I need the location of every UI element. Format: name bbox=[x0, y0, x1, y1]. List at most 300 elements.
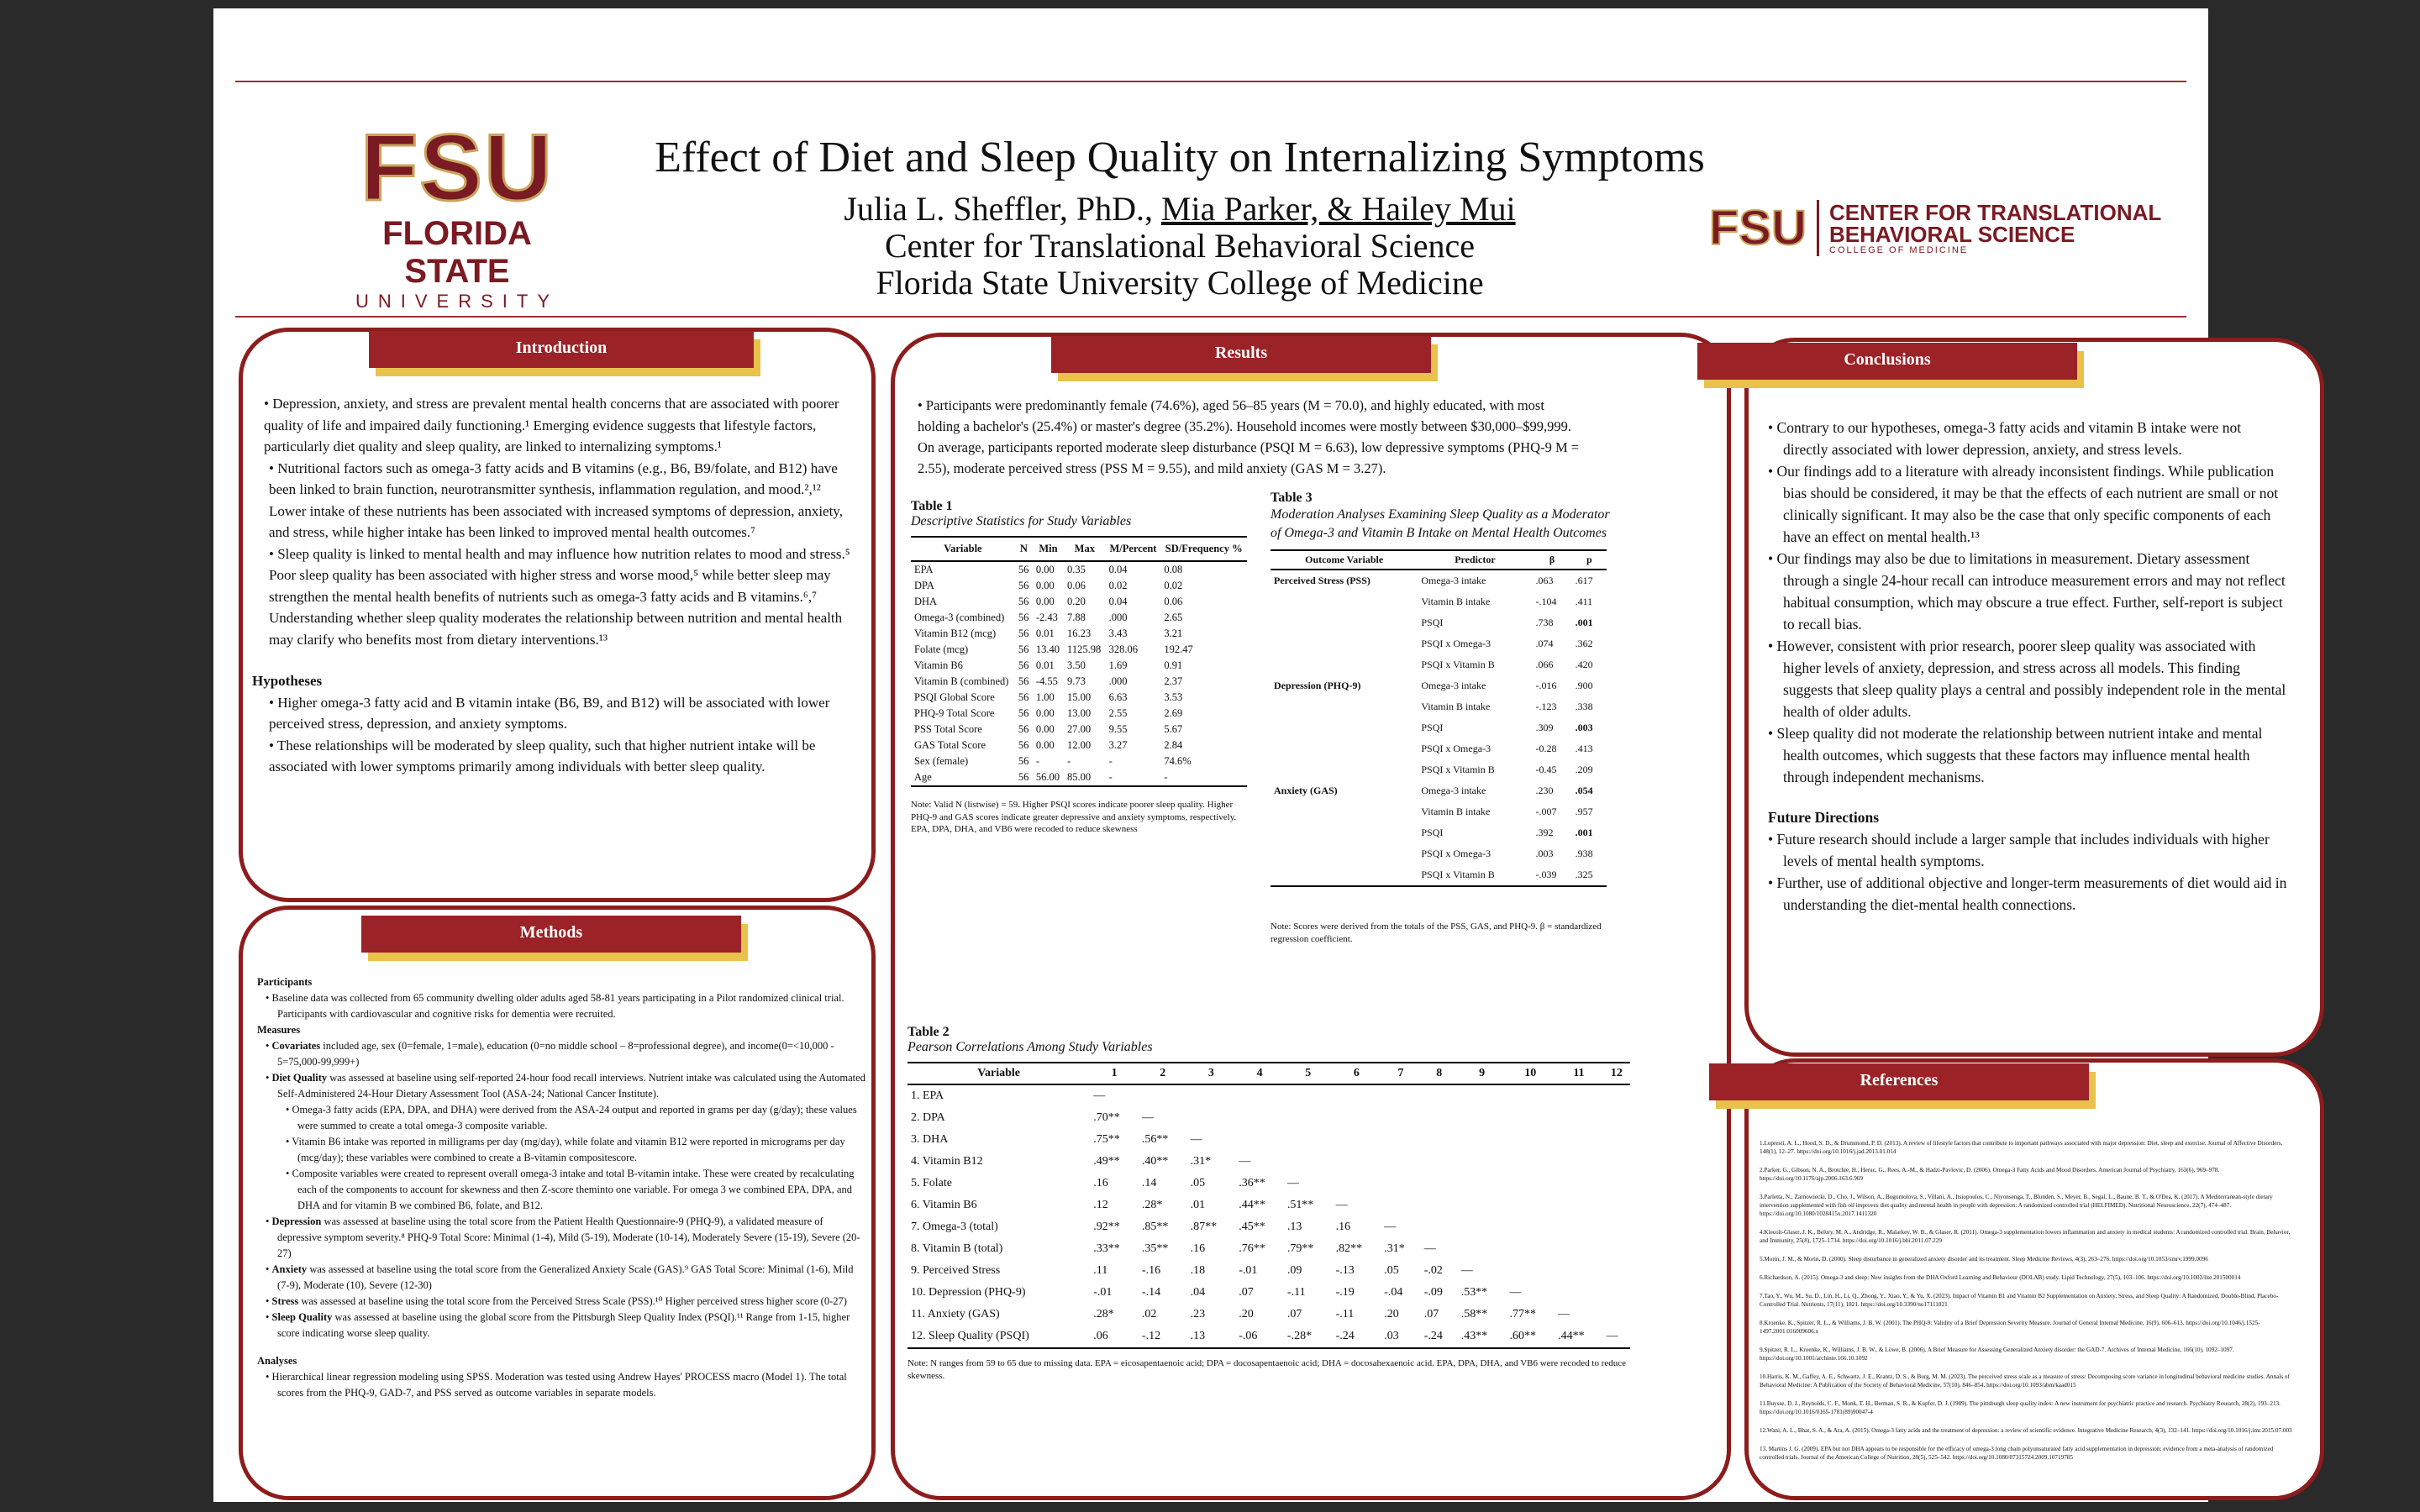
table-cell: -.01 bbox=[1239, 1264, 1258, 1277]
table-row bbox=[911, 642, 1247, 658]
table-cell bbox=[1333, 1129, 1381, 1151]
table-cell bbox=[1506, 1129, 1555, 1151]
table-row bbox=[908, 1238, 1630, 1260]
table-cell: .92** bbox=[1093, 1221, 1120, 1233]
table-row bbox=[911, 690, 1247, 706]
table-cell: -.14 bbox=[1141, 1286, 1161, 1299]
reference-item: 7.Tao, Y., Wu, M., Su, D., Lin, H., Li, Q., Zhong, Y., Xiao, Y., & Yu, X. (2023). Impact of Vitamin B1 and Vitamin B2 Supplementation on Anxiety, Stress, and Sleep Quality: A Randomized, Double-Blind, Placebo-Controlled Trial. Nutrients, 17(11), 1821. https://doi.org/10.3390/nu17111821 bbox=[1760, 1293, 2279, 1308]
table-cell: 5.67 bbox=[1164, 723, 1183, 735]
table-cell bbox=[1270, 654, 1418, 675]
col-header: 6 bbox=[1333, 1063, 1381, 1084]
table-cell: .20 bbox=[1239, 1308, 1254, 1320]
table-cell: .44** bbox=[1555, 1326, 1603, 1348]
table-cell: PSQI x Omega-3 bbox=[1421, 848, 1491, 859]
institution-2: Florida State University College of Medicine bbox=[876, 264, 1484, 302]
table-cell: Omega-3 (combined) bbox=[914, 612, 1005, 623]
table-cell: .05 bbox=[1190, 1177, 1206, 1189]
table-cell bbox=[1555, 1216, 1603, 1238]
table-row bbox=[908, 1173, 1630, 1194]
table-cell bbox=[1603, 1107, 1630, 1129]
table-cell: Vitamin B intake bbox=[1421, 806, 1491, 817]
table-cell: -.28* bbox=[1284, 1326, 1333, 1348]
col-header: 11 bbox=[1555, 1063, 1603, 1084]
results-heading: Results bbox=[1051, 336, 1431, 373]
col-header: 1 bbox=[1090, 1063, 1139, 1084]
table-cell bbox=[1603, 1238, 1630, 1260]
table-cell: — bbox=[1384, 1221, 1397, 1233]
table-cell: .000 bbox=[1108, 675, 1128, 687]
table-cell: 9.55 bbox=[1108, 723, 1128, 735]
table-cell: .02 bbox=[1141, 1308, 1157, 1320]
table-cell: 3.53 bbox=[1164, 691, 1183, 703]
table-cell: — bbox=[1190, 1133, 1202, 1146]
table-cell: - bbox=[1106, 769, 1161, 786]
table-cell: .28* bbox=[1093, 1308, 1114, 1320]
table-cell: .01 bbox=[1190, 1199, 1206, 1211]
table-cell bbox=[1270, 864, 1418, 886]
table-cell: EPA bbox=[914, 564, 934, 575]
table-cell: 56 bbox=[1018, 659, 1029, 671]
reference-item: 6.Richardson, A. (2015). Omega-3 and sleep: New insights from the DHA Oxford Learning and Behaviour (DOLAB) study. Lipid Technology, 27(5), 103–106. https://doi.org/10.1002/lite.201500014 bbox=[1760, 1274, 2241, 1281]
table-cell: 0.04 bbox=[1108, 564, 1128, 575]
table-row bbox=[911, 610, 1247, 626]
table-cell: 56 bbox=[1015, 769, 1033, 786]
table-cell: 6. Vitamin B6 bbox=[911, 1199, 977, 1211]
table-cell: 0.08 bbox=[1164, 564, 1183, 575]
table-cell bbox=[1284, 1151, 1333, 1173]
table-cell: .14 bbox=[1141, 1177, 1157, 1189]
table-cell bbox=[1603, 1173, 1630, 1194]
table-row bbox=[1270, 654, 1607, 675]
table-row bbox=[1270, 696, 1607, 717]
col-header: N bbox=[1015, 537, 1033, 561]
table-cell: .70** bbox=[1093, 1111, 1120, 1124]
introduction-heading: Introduction bbox=[369, 331, 754, 368]
table-cell bbox=[1458, 1194, 1507, 1216]
table-row bbox=[1270, 822, 1607, 843]
table-row bbox=[911, 658, 1247, 674]
table-cell bbox=[1139, 1084, 1187, 1107]
table-cell: .03 bbox=[1381, 1326, 1420, 1348]
table-cell: .07 bbox=[1423, 1308, 1439, 1320]
table-cell bbox=[1603, 1129, 1630, 1151]
table-row bbox=[911, 769, 1247, 786]
table-cell: 74.6% bbox=[1164, 755, 1192, 767]
table-cell: -4.55 bbox=[1035, 675, 1058, 687]
table-cell: 56 bbox=[1018, 643, 1029, 655]
table-row bbox=[911, 706, 1247, 722]
col-header: 7 bbox=[1381, 1063, 1420, 1084]
table-row bbox=[908, 1151, 1630, 1173]
table-cell: -.104 bbox=[1535, 596, 1557, 607]
table-cell: 5. Folate bbox=[911, 1177, 952, 1189]
table-cell: 2.65 bbox=[1164, 612, 1183, 623]
table-cell: PSQI bbox=[1421, 827, 1444, 838]
table-row bbox=[1270, 717, 1607, 738]
table-cell bbox=[1458, 1173, 1507, 1194]
col-header: SD/Frequency % bbox=[1160, 537, 1247, 561]
table-cell: 0.00 bbox=[1035, 739, 1055, 751]
table-cell: .938 bbox=[1575, 848, 1593, 859]
table-cell: 0.06 bbox=[1067, 580, 1086, 591]
col-header: 8 bbox=[1421, 1063, 1458, 1084]
table-cell: 85.00 bbox=[1064, 769, 1106, 786]
table-cell: — bbox=[1509, 1286, 1522, 1299]
table-cell: GAS Total Score bbox=[914, 739, 986, 751]
table-cell: .11 bbox=[1093, 1264, 1108, 1277]
table-cell bbox=[1603, 1084, 1630, 1107]
table-cell: .43** bbox=[1458, 1326, 1507, 1348]
table-cell: .58** bbox=[1460, 1308, 1488, 1320]
table-cell: .77** bbox=[1509, 1308, 1536, 1320]
table-cell bbox=[1555, 1173, 1603, 1194]
table-cell: 56 bbox=[1018, 755, 1029, 767]
table-cell bbox=[1270, 612, 1418, 633]
table-row bbox=[1270, 738, 1607, 759]
table-cell: .33** bbox=[1093, 1242, 1120, 1255]
table-cell: .003 bbox=[1575, 722, 1593, 733]
table-row bbox=[908, 1326, 1630, 1348]
header-divider bbox=[235, 316, 2186, 318]
table-cell: -.19 bbox=[1335, 1286, 1355, 1299]
table-cell: .16 bbox=[1093, 1177, 1108, 1189]
table-cell: PSS Total Score bbox=[914, 723, 982, 735]
table-cell: .413 bbox=[1575, 743, 1593, 754]
table3: Table 3 Moderation Analyses Examining Sleep Quality as a Moderator of Omega-3 and Vitamin B Intake on Mental Health Outcomes Outcome Variable Predictor β p Perceived Stress (PSS) Omega-3 intake .063 .617 Vitamin B intake -.104 .411 PSQI .738 .001 PSQI x Omega-3 .074 .362 PSQI x Vitamin B .066 .420 Depression (PHQ-9) Omega-3 intake -.016 .900 Vitamin B intake -.123 .338 PSQI .309 .003 PSQI x Omega-3 -0.28 .413 PSQI x Vitamin B -0.45 .209 Anxiety (GAS) Omega-3 intake .230 .054 Vitamin B intake -.007 .957 PSQI .392 .001 PSQI x Omega-3 .003 .938 PSQI x Vitamin B -.039 .325 Note: Scores were derived from the totals of the PSS, GAS, and PHQ-9. β = standardized regression coefficient. bbox=[1270, 491, 1610, 944]
conclusions-text: • Contrary to our hypotheses, omega-3 fatty acids and vitamin B intake were not directly associated with lower depression, anxiety, and stress levels. • Our findings add to a literature with already inconsistent findings. While publication bias should be considered, it may be that the effects of each nutrient are small or not clinically significant. It may also be the case that only specific components of each have an effect on mental health.¹³ • Our findings may also be due to limitations in measurement. Dietary assessment through a single 24-hour recall can introduce measurement errors and may not reflect habitual consumption, which may obscure a true effect. Further, self-report is subject to recall bias. • However, consistent with prior research, poorer sleep quality was associated with higher levels of anxiety, depression, and stress across all models. This finding suggests that sleep quality plays a central and possibly independent role in the mental health of older adults. • Sleep quality did not moderate the relationship between nutrient intake and mental health outcomes, which suggests that these factors may influence mental health through independent mechanisms. Future Directions • Future research should include a larger sample that includes individuals with higher levels of mental health symptoms. • Further, use of additional objective and longer-term measurements of diet would aid in understanding the diet-mental health connections. bbox=[1768, 419, 2287, 913]
table-cell: - bbox=[1067, 755, 1071, 767]
table-cell: 0.02 bbox=[1108, 580, 1128, 591]
table-cell bbox=[1270, 696, 1418, 717]
table-cell bbox=[1603, 1194, 1630, 1216]
table-cell: .56** bbox=[1141, 1133, 1169, 1146]
table-cell: .87** bbox=[1190, 1221, 1218, 1233]
table-cell bbox=[1603, 1260, 1630, 1282]
table-row bbox=[1270, 801, 1607, 822]
table-cell: Vitamin B intake bbox=[1421, 596, 1491, 607]
table-cell: 3.27 bbox=[1108, 739, 1128, 751]
table-cell: 13.40 bbox=[1035, 643, 1060, 655]
table-cell: 56 bbox=[1018, 707, 1029, 719]
references-heading: References bbox=[1709, 1063, 2089, 1100]
col-header: Outcome Variable bbox=[1270, 550, 1418, 570]
table-cell bbox=[1284, 1107, 1333, 1129]
table-cell: 27.00 bbox=[1067, 723, 1092, 735]
reference-item: 12.Wani, A. L., Bhat, S. A., & Ara, A. (2015). Omega-3 fatty acids and the treatment of depression: a review of scientific evidence. Integrative Medicine Research, 4(3), 132–141. https://doi.org/10.1016/j.imr.2015.07.003 bbox=[1760, 1427, 2292, 1434]
table-cell: 10. Depression (PHQ-9) bbox=[911, 1286, 1026, 1299]
col-header: 10 bbox=[1506, 1063, 1555, 1084]
table-cell: 0.00 bbox=[1035, 707, 1055, 719]
table-cell: .209 bbox=[1575, 764, 1593, 775]
table-cell bbox=[1187, 1084, 1236, 1107]
table-row bbox=[1270, 633, 1607, 654]
table-cell bbox=[1421, 1151, 1458, 1173]
table-cell bbox=[1270, 801, 1418, 822]
col-header: p bbox=[1572, 550, 1607, 570]
table-cell: -0.45 bbox=[1535, 764, 1557, 775]
table-cell: 12.00 bbox=[1067, 739, 1092, 751]
table-cell: PSQI bbox=[1421, 722, 1444, 733]
table-cell: .23 bbox=[1190, 1308, 1206, 1320]
col-header: 12 bbox=[1603, 1063, 1630, 1084]
table-cell: 13.00 bbox=[1067, 707, 1092, 719]
table-cell bbox=[1270, 822, 1418, 843]
table-cell bbox=[1333, 1173, 1381, 1194]
table-cell: 16.23 bbox=[1067, 627, 1092, 639]
table-cell: 3.43 bbox=[1108, 627, 1128, 639]
col-header: Min bbox=[1033, 537, 1064, 561]
table-cell: .617 bbox=[1575, 575, 1593, 586]
table-cell: -.039 bbox=[1533, 864, 1572, 886]
table-cell: 3.21 bbox=[1164, 627, 1183, 639]
table-cell: .003 bbox=[1535, 848, 1554, 859]
table-cell: .51** bbox=[1286, 1199, 1314, 1211]
table-row bbox=[1270, 780, 1607, 801]
table-cell bbox=[1270, 738, 1418, 759]
reference-item: 5.Morin, J. M., & Morin, D. (2000). Sleep disturbance in generalized anxiety disorder and its treatment. Sleep Medicine Reviews, 4(3), 263–276. https://doi.org/10.1053/smrv.1999.0096 bbox=[1760, 1256, 2208, 1263]
table-cell bbox=[1421, 1084, 1458, 1107]
table-cell: 1125.98 bbox=[1067, 643, 1102, 655]
table-cell: 11. Anxiety (GAS) bbox=[911, 1308, 1000, 1320]
table-cell bbox=[1284, 1084, 1333, 1107]
table-cell: Anxiety (GAS) bbox=[1274, 785, 1338, 796]
table-cell bbox=[1421, 1107, 1458, 1129]
table-row bbox=[911, 561, 1247, 578]
table-cell: PSQI bbox=[1421, 617, 1444, 628]
table-cell bbox=[1555, 1107, 1603, 1129]
table-cell bbox=[1421, 1129, 1458, 1151]
table-cell bbox=[1555, 1194, 1603, 1216]
table-cell: .13 bbox=[1187, 1326, 1236, 1348]
table-row bbox=[908, 1107, 1630, 1129]
references-list bbox=[1760, 1139, 2297, 1472]
table-cell: 0.00 bbox=[1035, 564, 1055, 575]
table-cell: .16 bbox=[1190, 1242, 1206, 1255]
reference-item: 10.Harris, K. M., Gaffey, A. E., Schwartz, J. E., Krantz, D. S., & Burg, M. M. (2023). The perceived stress scale as a measure of stress: Decomposing score variance in longitudinal behavioral medicine studies. Annals of Behavioral Medicine: A Publication of the Society of Behavioral Medicine, 57(10), 846–854. https://doi.org/10.1093/abm/kaad015 bbox=[1760, 1373, 2290, 1389]
table-cell: — bbox=[1093, 1089, 1106, 1102]
table-cell: .20 bbox=[1384, 1308, 1399, 1320]
table-cell: .79** bbox=[1286, 1242, 1314, 1255]
table-cell: DHA bbox=[914, 596, 938, 607]
table-cell bbox=[1458, 1107, 1507, 1129]
reference-item: 13. Martins J. G. (2009). EPA but not DHA appears to be responsible for the efficacy of omega-3 long chain polyunsaturated fatty acid supplementation in depression: evidence from a meta-analysis of randomized controlled trials. Journal of the American College of Nutrition, 28(5), 525–542. https://doi.org/10.1080/07315724.2009.10719785 bbox=[1760, 1446, 2274, 1461]
table-cell: .420 bbox=[1575, 659, 1593, 670]
table-row bbox=[908, 1194, 1630, 1216]
table-cell bbox=[1381, 1173, 1420, 1194]
table-cell: -.02 bbox=[1423, 1264, 1443, 1277]
col-header: 2 bbox=[1139, 1063, 1187, 1084]
table-cell: .054 bbox=[1575, 785, 1593, 796]
table-cell: 4. Vitamin B12 bbox=[911, 1155, 983, 1168]
table-cell: .001 bbox=[1575, 617, 1593, 628]
table-cell bbox=[1506, 1151, 1555, 1173]
col-header: 4 bbox=[1235, 1063, 1284, 1084]
table-cell: .85** bbox=[1141, 1221, 1169, 1233]
table-cell: 328.06 bbox=[1108, 643, 1138, 655]
table-cell bbox=[1270, 759, 1418, 780]
table-cell: .957 bbox=[1575, 806, 1593, 817]
table-cell: — bbox=[1141, 1111, 1154, 1124]
table-cell: 0.01 bbox=[1035, 627, 1055, 639]
table-cell: PHQ-9 Total Score bbox=[914, 707, 995, 719]
table-cell: .738 bbox=[1535, 617, 1554, 628]
table-cell bbox=[1506, 1084, 1555, 1107]
table-cell bbox=[1506, 1260, 1555, 1282]
table-cell: Omega-3 intake bbox=[1421, 785, 1486, 796]
table-cell bbox=[1506, 1238, 1555, 1260]
table1: Table 1 Descriptive Statistics for Study Variables Variable N Min Max M/Percent SD/Frequency % EPA 56 0.00 0.35 0.04 0.08 DPA 56 0.00 0.06 0.02 0.02 DHA 56 0.00 0.20 0.04 0.06 Omega-3 (combined) 56 -2.43 7.88 .000 2.65 Vitamin B12 (mcg) 56 0.01 16.23 3.43 3.21 Folate (mcg) 56 13.40 1125.98 328.06 192.47 Vitamin B6 56 0.01 3.50 1.69 0.91 Vitamin B (combined) 56 -4.55 9.73 .000 2.37 PSQI Global Score 56 1.00 15.00 6.63 3.53 PHQ-9 Total Score 56 0.00 13.00 2.55 2.69 PSS Total Score 56 0.00 27.00 9.55 5.67 GAS Total Score 56 0.00 12.00 3.27 2.84 Sex (female) 56 - - - 74.6% Age 56 56.00 85.00 - - Note: Valid N (listwise) = 59. Higher PSQI scores indicate poorer sleep quality. Higher PHQ-9 and GAS scores indicate greater depressive and anxiety symptoms, respectively. EPA, DPA, DHA, and VB6 were recoded to reduce skewness bbox=[911, 499, 1255, 836]
col-header: 9 bbox=[1458, 1063, 1507, 1084]
table-cell: 0.91 bbox=[1164, 659, 1183, 671]
table-cell: PSQI x Vitamin B bbox=[1421, 764, 1495, 775]
fsu-logo: FSU FLORIDA STATE UNIVERSITY bbox=[355, 115, 560, 312]
methods-text: Participants • Baseline data was collected from 65 community dwelling older adults aged 58-81 years participating in a Pilot randomized clinical trial. Participants with cardiovascular and cognitive risks for dementia were recruited. Measures • Covariates included age, sex (0=female, 1=male), education (0=no middle school – 8=professional degree), and income(0=<10,000 - 5=75,000-99,999+) • Diet Quality was assessed at baseline using self-reported 24-hour food recall interviews. Nutrient intake was calculated using the Automated Self-Administered 24-Hour Dietary Assessment Tool (ASA-24; National Cancer Institute). • Omega-3 fatty acids (EPA, DPA, and DHA) were derived from the ASA-24 output and reported in grams per day (g/day); these values were summed to create a total omega-3 composite variable. • Vitamin B6 intake was reported in milligrams per day (mg/day), while folate and vitamin B12 were reported in micrograms per day (mcg/day); these variables were combined to create a B-vitamin compositescore. • Composite variables were created to represent overall omega-3 intake and total B-vitamin intake. These were created by recalculating each of the components to account for skewness and then Z-score theminto one variable. For omega 3 we combined EPA, DPA, and DHA and for vitamin B we combined B6, folate, and B12. • Depression was assessed at baseline using the total score from the Patient Health Questionnaire-9 (PHQ-9), a validated measure of depressive symptom severity.⁸ PHQ-9 Total Score: Minimal (1-4), Mild (5-19), Moderate (10-14), Moderately Severe (15-19), Severe (20-27) • Anxiety was assessed at baseline using the total score from the Generalized Anxiety Scale (GAS).⁹ GAS Total Score: Minimal (1-6), Mild (7-9), Moderate (10), Severe (12-30) • Stress was assessed at baseline using the total score from the Perceived Stress Scale (PSS).¹⁰ Higher perceived stress higher score (0-27) • Sleep Quality was assessed at baseline using the global score from the Pittsburgh Sleep Quality Index (PSQI).¹¹ Range from 1-15, higher score indicating worse sleep quality. Analyses • Hierarchical linear regression modeling using SPSS. Moderation was tested using Andrew Hayes' PROCESS macro (Model 1). The total scores from the PHQ-9, GAD-7, and PSS served as outcome variables in separate models. bbox=[257, 976, 865, 1399]
table-cell: .066 bbox=[1535, 659, 1554, 670]
table-row bbox=[911, 578, 1247, 594]
table-cell: 2.55 bbox=[1108, 707, 1128, 719]
table-cell bbox=[1270, 633, 1418, 654]
reference-item: 9.Spitzer, R. L., Kroenke, K., Williams, J. B. W., & Löwe, B. (2006). A Brief Measure for Assessing Generalized Anxiety disorder: the GAD-7. Archives of Internal Medicine, 166(10), 1092–1097. https://doi.org/10.1001/archinte.166.10.1092 bbox=[1760, 1347, 2234, 1362]
table-cell: .40** bbox=[1141, 1155, 1169, 1168]
table-cell: -.16 bbox=[1141, 1264, 1161, 1277]
table-row bbox=[911, 722, 1247, 738]
table-cell: -.01 bbox=[1093, 1286, 1113, 1299]
authors: Julia L. Sheffler, PhD., Mia Parker, & Hailey Mui bbox=[844, 190, 1516, 228]
table-cell: .76** bbox=[1239, 1242, 1265, 1255]
table-cell: .28* bbox=[1141, 1199, 1163, 1211]
table-cell: 0.01 bbox=[1035, 659, 1055, 671]
table-cell: 1.00 bbox=[1035, 691, 1055, 703]
table-cell: -.123 bbox=[1535, 701, 1557, 712]
conclusions-heading: Conclusions bbox=[1697, 343, 2077, 380]
table-cell: -.12 bbox=[1139, 1326, 1187, 1348]
table-row bbox=[911, 594, 1247, 610]
table-cell: .35** bbox=[1141, 1242, 1169, 1255]
table-cell: .411 bbox=[1575, 596, 1593, 607]
table-cell: 56 bbox=[1018, 723, 1029, 735]
table-cell: 0.04 bbox=[1108, 596, 1128, 607]
table-cell: .18 bbox=[1190, 1264, 1206, 1277]
table-row bbox=[1270, 759, 1607, 780]
reference-item: 1.Lopresti, A. L., Hood, S. D., & Drummond, P. D. (2013). A review of lifestyle factors that contribute to important pathways associated with major depression: Diet, sleep and exercise. Journal of Affective Disorders, 148(1), 12–27. https://doi.org/10.1016/j.jad.2013.01.014 bbox=[1760, 1140, 2283, 1155]
table-cell: PSQI x Vitamin B bbox=[1421, 659, 1495, 670]
table-cell: .16 bbox=[1335, 1221, 1351, 1233]
table-cell: .09 bbox=[1286, 1264, 1302, 1277]
table-cell: 56 bbox=[1018, 596, 1029, 607]
table-cell: .05 bbox=[1384, 1264, 1399, 1277]
table-cell: 0.00 bbox=[1035, 596, 1055, 607]
table-cell: Sex (female) bbox=[914, 755, 969, 767]
table-cell: .230 bbox=[1535, 785, 1554, 796]
table-cell: 1.69 bbox=[1108, 659, 1128, 671]
table-cell: .44** bbox=[1239, 1199, 1265, 1211]
table-cell: .07 bbox=[1239, 1286, 1254, 1299]
table2: Table 2 Pearson Correlations Among Study Variables Variable 1 2 3 4 5 6 7 8 9 10 11 12 1. EPA — 2. DPA .70** — 3. DHA .75** .56** — 4. Vitamin B12 .49** .40** .31* — 5. Folate .16 .14 .05 .36** — 6. Vitamin B6 .12 .28* .01 .44** .51** — 7. Omega-3 (total) .92** .85** .87** .45** .13 .16 — 8. Vitamin B (total) .33** .35** .16 .76** .79** .82** .31* — 9. Perceived Stress .11 -.16 .18 -.01 .09 -.13 .05 -.02 — 10. Depression (PHQ-9) -.01 -.14 .04 .07 -.11 -.19 -.04 -.09 .53** — 11. Anxiety (GAS) .28* .02 .23 .20 .07 -.11 .20 .07 .58** .77** — 12. Sleep Quality (PSQI) .06 -.12 .13 -.06 -.28* -.24 .03 -.24 .43** .60** .44** — Note: N ranges from 59 to 65 due to missing data. EPA = eicosapentaenoic acid; DPA = docosapentaenoic acid; DHA = docosahexaenoic acid. EPA, DPA, DHA, and VB6 were recoded to reduce skewness. bbox=[908, 1025, 1630, 1382]
table-cell: .06 bbox=[1090, 1326, 1139, 1348]
table-cell: -.11 bbox=[1286, 1286, 1306, 1299]
table-cell bbox=[1555, 1282, 1603, 1304]
table-cell: 3. DHA bbox=[911, 1133, 949, 1146]
table-cell: .82** bbox=[1335, 1242, 1363, 1255]
table-cell bbox=[1506, 1107, 1555, 1129]
table-cell: -.24 bbox=[1421, 1326, 1458, 1348]
table-cell: Vitamin B intake bbox=[1421, 701, 1491, 712]
table-row bbox=[1270, 591, 1607, 612]
table-cell: .900 bbox=[1575, 680, 1593, 691]
table-cell: — bbox=[1460, 1264, 1473, 1277]
table-cell: 2. DPA bbox=[911, 1111, 945, 1124]
table-cell bbox=[1458, 1151, 1507, 1173]
table-cell: Age bbox=[911, 769, 1015, 786]
table-cell: 9. Perceived Stress bbox=[911, 1264, 1001, 1277]
table-cell bbox=[1555, 1238, 1603, 1260]
table-cell: 0.20 bbox=[1067, 596, 1086, 607]
table-cell: PSQI Global Score bbox=[914, 691, 995, 703]
table-cell: 0.00 bbox=[1035, 723, 1055, 735]
table-cell: Perceived Stress (PSS) bbox=[1274, 575, 1370, 586]
col-header: 3 bbox=[1187, 1063, 1236, 1084]
table-cell: Omega-3 intake bbox=[1421, 680, 1486, 691]
table-row bbox=[908, 1282, 1630, 1304]
table-cell bbox=[1235, 1129, 1284, 1151]
methods-heading: Methods bbox=[361, 916, 741, 953]
table-row bbox=[1270, 675, 1607, 696]
table-cell: Vitamin B6 bbox=[914, 659, 963, 671]
table-cell: .074 bbox=[1535, 638, 1554, 649]
table-cell: -.04 bbox=[1384, 1286, 1403, 1299]
table-row bbox=[908, 1304, 1630, 1326]
table-cell: .36** bbox=[1239, 1177, 1265, 1189]
poster bbox=[213, 8, 2292, 1502]
table-cell: .362 bbox=[1575, 638, 1593, 649]
table-cell: 56 bbox=[1018, 627, 1029, 639]
ctbs-logo: FSU CENTER FOR TRANSLATIONAL BEHAVIORAL SCIENCE COLLEGE OF MEDICINE bbox=[1709, 199, 2162, 255]
table-cell: .04 bbox=[1190, 1286, 1206, 1299]
poster-title: Effect of Diet and Sleep Quality on Internalizing Symptoms bbox=[655, 134, 1705, 181]
table-row bbox=[911, 626, 1247, 642]
table-cell: Omega-3 intake bbox=[1421, 575, 1486, 586]
table-cell: 7. Omega-3 (total) bbox=[911, 1221, 998, 1233]
table-row bbox=[908, 1084, 1630, 1107]
reference-item: 2.Parker, G., Gibson, N. A., Brotchie, H., Heruc, G., Rees, A.-M., & Hadzi-Pavlovic, D. (2006). Omega-3 Fatty Acids and Mood Disorders. American Journal of Psychiatry, 163(6), 969–978. https://doi.org/10.1176/ajp.2006.163.6.969 bbox=[1760, 1167, 2220, 1182]
table-cell: Vitamin B (combined) bbox=[914, 675, 1009, 687]
table-cell: 9.73 bbox=[1067, 675, 1086, 687]
reference-item: 8.Kroenke, K., Spitzer, R. L., & Williams, J. B. W. (2001). The PHQ-9: Validity of a Brief Depression Severity Measure. Journal of General Internal Medicine, 16(9), 606–613. https://doi.org/10.1046/j.1525-1497.2001.016009606.x bbox=[1760, 1320, 2260, 1335]
table-cell: .45** bbox=[1239, 1221, 1265, 1233]
table-cell bbox=[1458, 1216, 1507, 1238]
table-cell: .001 bbox=[1575, 827, 1593, 838]
col-header: M/Percent bbox=[1106, 537, 1161, 561]
table-cell bbox=[1421, 1194, 1458, 1216]
table-cell: .31* bbox=[1384, 1242, 1405, 1255]
table-cell bbox=[1270, 843, 1418, 864]
table-cell: — bbox=[1423, 1242, 1436, 1255]
table-cell: - bbox=[1108, 755, 1113, 767]
table-cell: -.09 bbox=[1423, 1286, 1443, 1299]
table-cell bbox=[1381, 1129, 1420, 1151]
table-cell bbox=[1381, 1084, 1420, 1107]
institution-1: Center for Translational Behavioral Science bbox=[884, 227, 1476, 265]
table-cell: -.13 bbox=[1335, 1264, 1355, 1277]
table-cell: 56 bbox=[1018, 612, 1029, 623]
col-header: β bbox=[1533, 550, 1572, 570]
col-header: Variable bbox=[911, 537, 1015, 561]
table-cell: DPA bbox=[914, 580, 934, 591]
reference-item: 3.Parletta, N., Zarnowiecki, D., Cho, J., Wilson, A., Bogomolova, S., Villani, A., Itsiopoulos, C., Niyonsenga, T., Blunden, S., Meyer, B., Segal, L., Baune, B. T., & O'Dea, K. (2017). A Mediterranean-style dietary intervention supplemented with fish oil improves diet quality and mental health in people with depression: A randomized controlled trial (HELFIMED). Nutritional Neuroscience, 22(7), 474–487. https://doi.org/10.1080/1028415x.2017.1411320 bbox=[1760, 1194, 2273, 1217]
col-header: Max bbox=[1064, 537, 1106, 561]
table-cell bbox=[1333, 1107, 1381, 1129]
table-cell bbox=[1603, 1151, 1630, 1173]
